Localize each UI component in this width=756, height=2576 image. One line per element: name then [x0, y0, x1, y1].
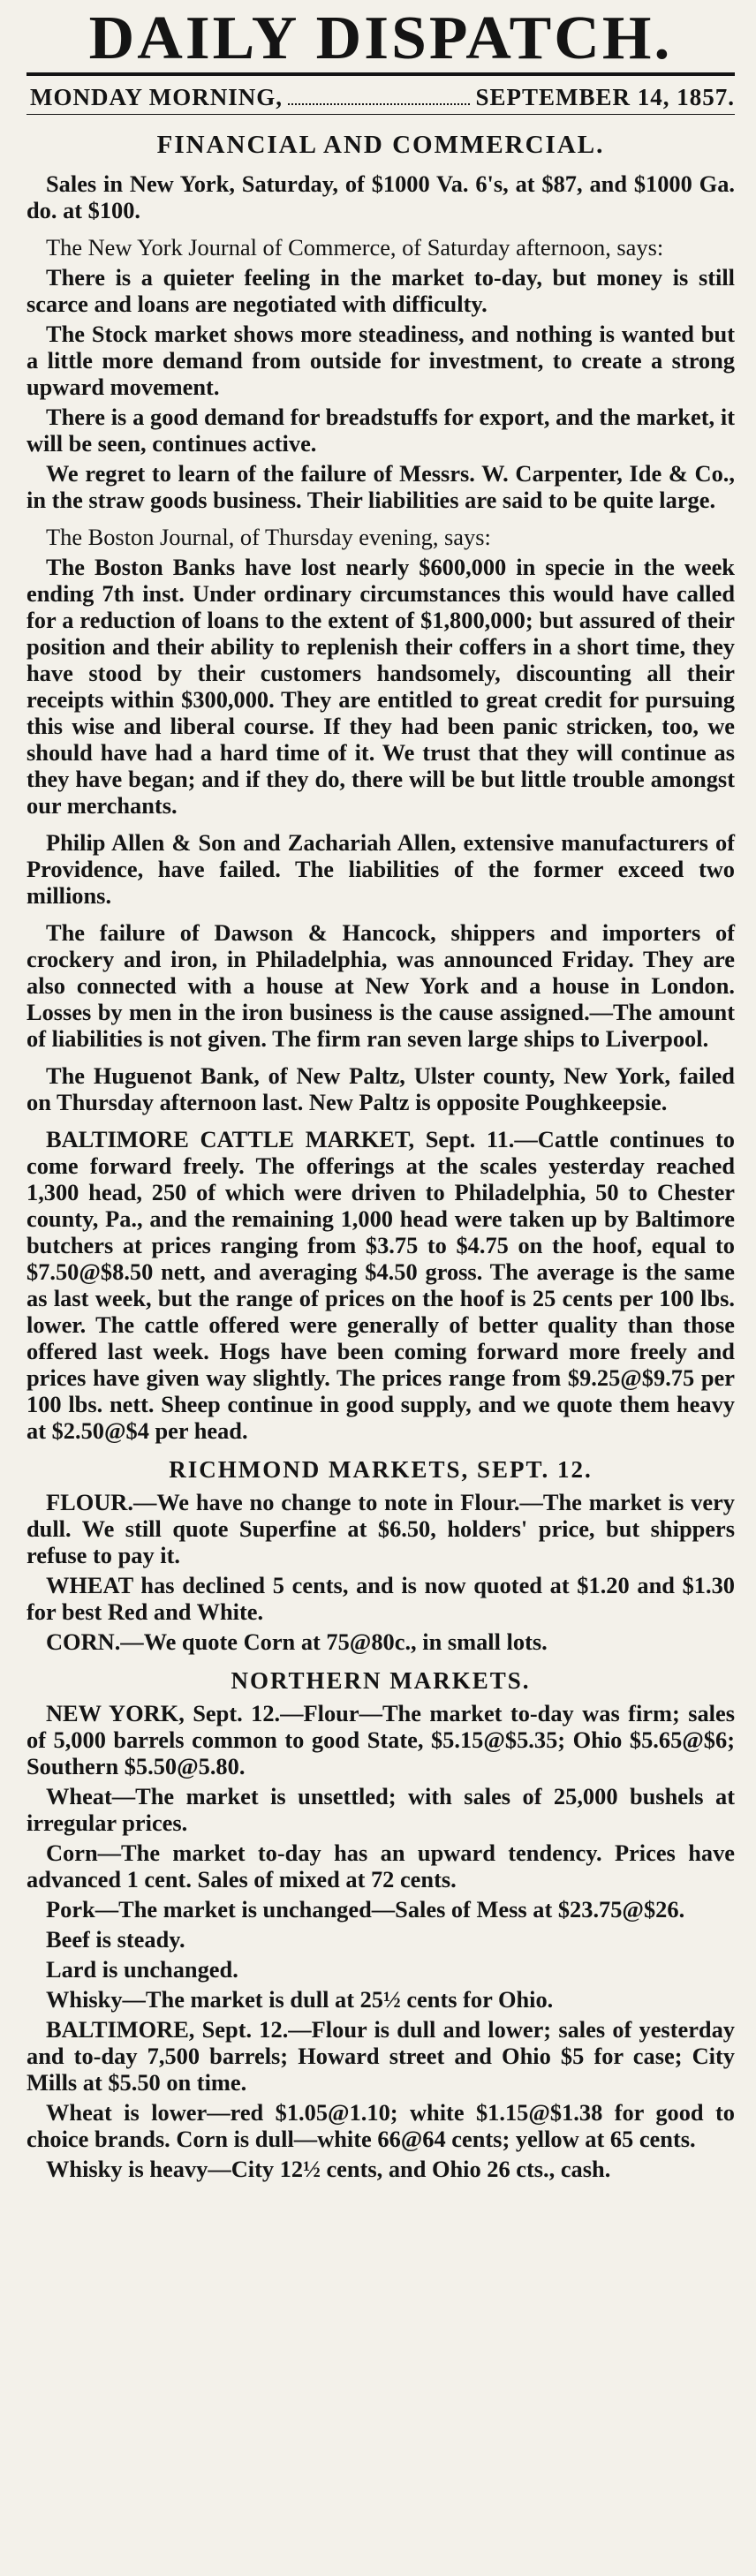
article-paragraph: Sales in New York, Saturday, of $1000 Va. 6's, at $87, and $1000 Ga. do. at $100.: [26, 170, 735, 223]
market-item: Pork—The market is unchanged—Sales of Mess at $23.75@$26.: [46, 1896, 685, 1923]
article-paragraph: There is a quieter feeling in the market to-day, but money is still scarce and loans are negotiated with difficulty.: [26, 264, 735, 317]
market-item: Whisky—The market is dull at 25½ cents for Ohio.: [46, 1986, 554, 2013]
market-item: Wheat—The market is unsettled; with sales of 25,000 bushels at irregular prices.: [26, 1783, 735, 1836]
article-paragraph: The Stock market shows more steadiness, and nothing is wanted but a little more demand from outside for investment, to create a strong upward movement.: [26, 321, 735, 400]
article-paragraph: The New York Journal of Commerce, of Saturday afternoon, says:: [46, 234, 664, 261]
masthead-title: DAILY DISPATCH.: [88, 4, 673, 72]
dateline-date: SEPTEMBER 14, 1857.: [475, 84, 735, 110]
article-paragraph: The Huguenot Bank, of New Paltz, Ulster county, New York, failed on Thursday afternoon last. New Paltz is opposite Poughkeepsie.: [26, 1062, 735, 1115]
market-item: CORN.—We quote Corn at 75@80c., in small lots.: [46, 1628, 548, 1655]
section-title: FINANCIAL AND COMMERCIAL.: [156, 131, 605, 159]
northern-markets-title: NORTHERN MARKETS.: [231, 1667, 531, 1694]
dateline: [26, 79, 735, 114]
article-paragraph: Philip Allen & Son and Zachariah Allen, extensive manufacturers of Providence, have failed. The liabilities of the former exceed two millions.: [26, 829, 735, 909]
article-paragraph: The Boston Banks have lost nearly $600,000 in specie in the week ending 7th inst. Under ordinary circumstances this would have called for a reduction of loans to the extent of $1,800,000; but assured of their position and their ability to replenish their coffers in a short time, they have stood by their customers handsomely, discounting all their receipts within $300,000. They are entitled to great credit for pursuing this wise and liberal course. If they had been panic stricken, too, we should have had a hard time of it. We trust that they will continue as they have began; and if they do, there will be but little trouble amongst our merchants.: [26, 554, 735, 819]
richmond-markets-title: RICHMOND MARKETS, SEPT. 12.: [169, 1456, 593, 1483]
market-item: Corn—The market to-day has an upward tendency. Prices have advanced 1 cent. Sales of mixed at 72 cents.: [26, 1839, 735, 1892]
article-paragraph: There is a good demand for breadstuffs for export, and the market, it will be seen, continues active.: [26, 404, 735, 457]
market-item: Wheat is lower—red $1.05@1.10; white $1.15@$1.38 for good to choice brands. Corn is dull—white 66@64 cents; yellow at 65 cents.: [26, 2099, 735, 2152]
market-item: Lard is unchanged.: [46, 1956, 238, 1983]
dateline-day: MONDAY MORNING,: [30, 84, 283, 110]
market-item: WHEAT has declined 5 cents, and is now quoted at $1.20 and $1.30 for best Red and White.: [26, 1572, 735, 1625]
masthead-rule: [26, 72, 735, 76]
article-paragraph: The failure of Dawson & Hancock, shippers and importers of crockery and iron, in Philadelphia, was announced Friday. They are also connected with a house at New York and a house in London. Losses by men in the iron business is the cause assigned.—The amount of liabilities is not given. The firm ran seven large ships to Liverpool.: [26, 919, 735, 1052]
article-paragraph: We regret to learn of the failure of Messrs. W. Carpenter, Ide & Co., in the straw goods business. Their liabilities are said to be quite large.: [26, 460, 735, 513]
dateline-dots: [288, 103, 470, 105]
market-item: Beef is steady.: [46, 1926, 185, 1953]
market-item: Whisky is heavy—City 12½ cents, and Ohio 26 cts., cash.: [46, 2156, 611, 2182]
market-item: BALTIMORE, Sept. 12.—Flour is dull and lower; sales of yesterday and to-day 7,500 barrels; Howard street and Ohio $5 for case; City Mills at $5.50 on time.: [26, 2016, 735, 2096]
dateline-rule: [26, 114, 735, 115]
market-item: NEW YORK, Sept. 12.—Flour—The market to-day was firm; sales of 5,000 barrels common to good State, $5.15@$5.35; Ohio $5.65@$6; Southern $5.50@5.80.: [26, 1700, 735, 1779]
market-item: FLOUR.—We have no change to note in Flour.—The market is very dull. We still quote Superfine at $6.50, holders' price, but shippers refuse to pay it.: [26, 1489, 735, 1568]
article-paragraph: The Boston Journal, of Thursday evening, says:: [46, 524, 491, 550]
article-paragraph: BALTIMORE CATTLE MARKET, Sept. 11.—Cattle continues to come forward freely. The offerings at the scales yesterday reached 1,300 head, 250 of which were driven to Philadelphia, 50 to Chester county, Pa., and the remaining 1,000 head were taken up by Baltimore butchers at prices ranging from $3.75 to $4.75 on the hoof, equal to $7.50@$8.50 nett, and averaging $4.50 gross. The average is the same as last week, but the range of prices on the hoof is 25 cents per 100 lbs. lower. The cattle offered were generally of better quality than those offered last week. Hogs have been coming forward more freely and prices have given way slightly. The prices range from $9.25@$9.75 per 100 lbs. nett. Sheep continue in good supply, and we quote them heavy at $2.50@$4 per head.: [26, 1126, 735, 1444]
